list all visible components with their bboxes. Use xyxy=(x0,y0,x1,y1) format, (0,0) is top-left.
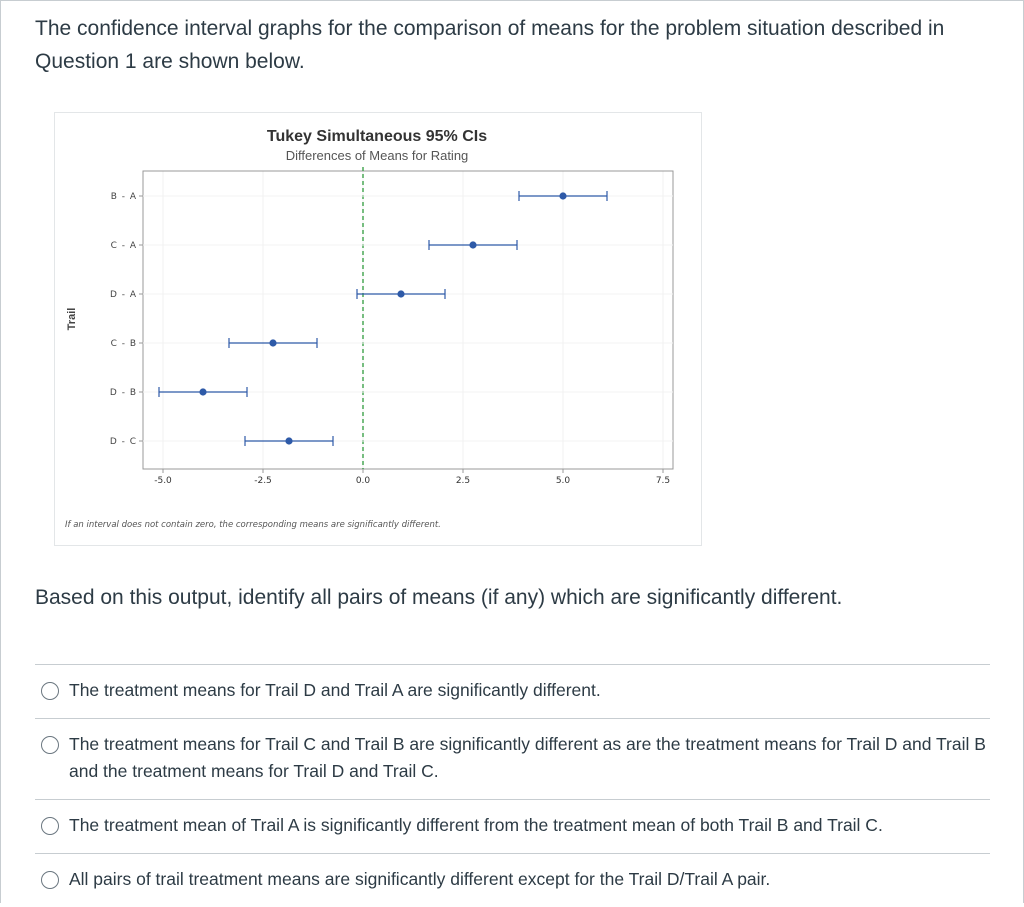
radio-button[interactable] xyxy=(41,736,59,754)
ci-estimate-point xyxy=(269,339,276,346)
chart-title: Tukey Simultaneous 95% CIs xyxy=(266,128,488,145)
row-label: D - C xyxy=(109,437,137,447)
answer-option-4[interactable] xyxy=(35,854,990,907)
radio-button[interactable] xyxy=(41,871,59,889)
answer-label: The treatment means for Trail C and Trail B are significantly different as are the treatment means for Trail D and Trail B and the treatment means for Trail D and Trail C. xyxy=(69,734,986,781)
answer-label: The treatment means for Trail D and Trail A are significantly different. xyxy=(69,680,601,700)
chart-subtitle: Differences of Means for Rating xyxy=(285,148,469,163)
x-tick-label: -5.0 xyxy=(154,476,172,486)
row-label: D - B xyxy=(109,388,137,398)
row-label: B - A xyxy=(110,192,137,202)
answer-label: The treatment mean of Trail A is significantly different from the treatment mean of both Trail B and Trail C. xyxy=(69,815,883,835)
row-label: C - B xyxy=(110,339,137,349)
question-intro: The confidence interval graphs for the comparison of means for the problem situation described in Question 1 are shown below. xyxy=(35,17,945,73)
x-tick-label: 0.0 xyxy=(355,476,371,486)
x-tick-label: -2.5 xyxy=(254,476,272,486)
answer-option-1[interactable] xyxy=(35,665,990,719)
answer-list xyxy=(35,664,990,907)
ci-estimate-point xyxy=(469,241,476,248)
chart-ylabel: Trail xyxy=(66,307,78,331)
ci-estimate-point xyxy=(397,290,404,297)
chart-footnote: If an interval does not contain zero, the corresponding means are significantly different. xyxy=(65,520,441,530)
plot-frame xyxy=(143,171,673,469)
ci-estimate-point xyxy=(559,192,566,199)
answer-option-3[interactable] xyxy=(35,800,990,854)
x-tick-label: 2.5 xyxy=(455,476,471,486)
x-tick-label: 5.0 xyxy=(555,476,571,486)
ci-estimate-point xyxy=(199,388,206,395)
tukey-ci-chart xyxy=(54,112,702,546)
answer-option-2[interactable] xyxy=(35,719,990,800)
radio-button[interactable] xyxy=(41,817,59,835)
ci-estimate-point xyxy=(285,437,292,444)
row-label: D - A xyxy=(109,290,137,300)
answer-label: All pairs of trail treatment means are significantly different except for the Trail D/Trail A pair. xyxy=(69,869,771,889)
x-tick-label: 7.5 xyxy=(655,476,671,486)
chart-svg xyxy=(55,113,701,545)
question-prompt: Based on this output, identify all pairs of means (if any) which are significantly different. xyxy=(35,586,843,609)
radio-button[interactable] xyxy=(41,682,59,700)
row-label: C - A xyxy=(110,241,137,251)
